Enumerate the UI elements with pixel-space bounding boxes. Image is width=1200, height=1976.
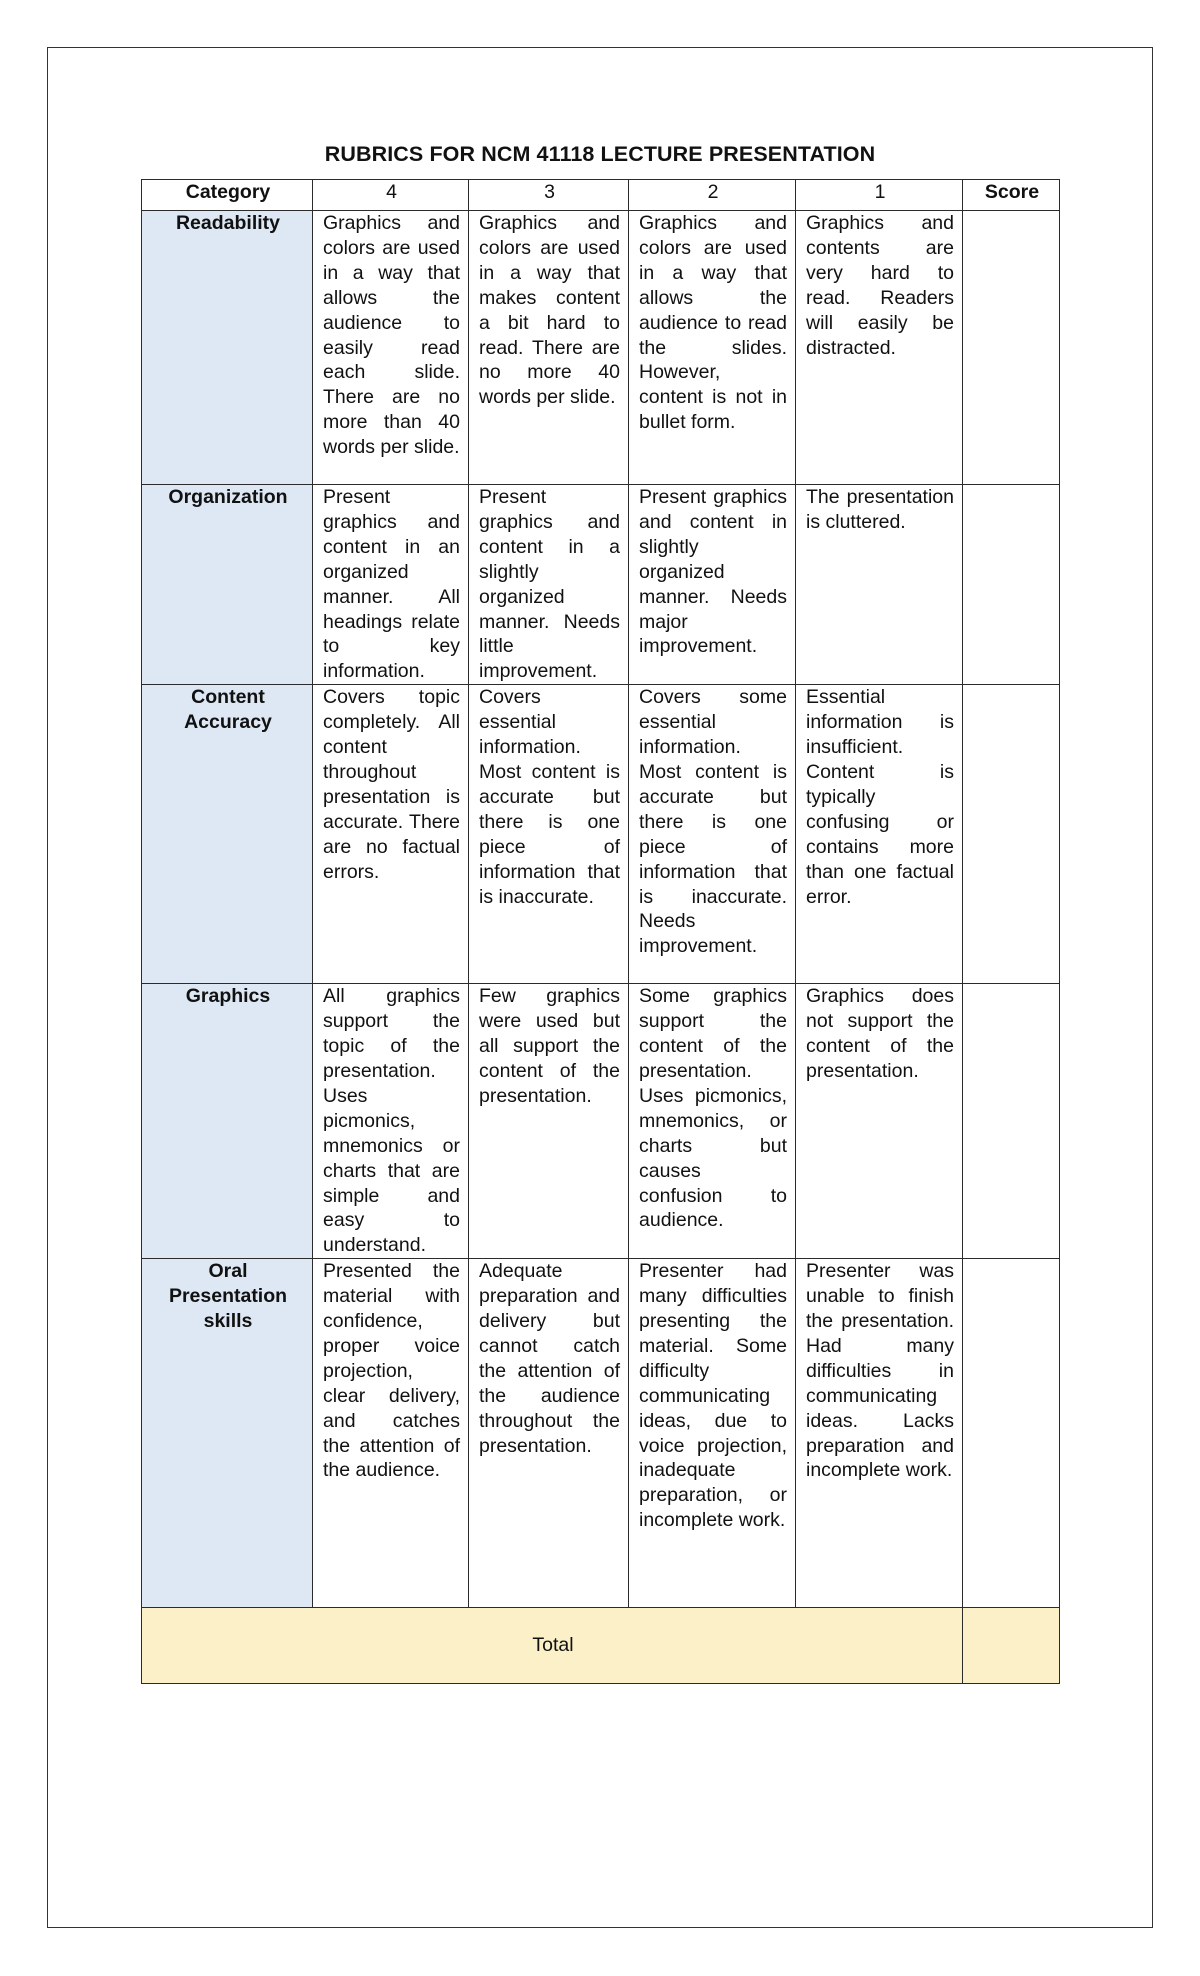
cell-graphics-4: All graphics support the topic of the presentation. Uses picmonics, mnemonics or charts that are simple and easy to understand. <box>313 984 469 1259</box>
header-category: Category <box>142 180 313 211</box>
cell-oral-presentation-1: Presenter was unable to finish the presentation. Had many difficulties in communicating ideas. Lacks preparation and incomplete work. <box>796 1259 963 1608</box>
table-row <box>142 984 1060 1259</box>
cell-content-accuracy-4: Covers topic completely. All content throughout presentation is accurate. There are no factual errors. <box>313 685 469 984</box>
category-organization: Organization <box>142 485 313 685</box>
cell-content-accuracy-3: Covers essential information. Most content is accurate but there is one piece of information that is inaccurate. <box>469 685 629 984</box>
score-cell-graphics <box>963 984 1060 1259</box>
cell-graphics-3: Few graphics were used but all support the content of the presentation. <box>469 984 629 1259</box>
category-content-accuracy: Content Accuracy <box>142 685 313 984</box>
header-level-4: 4 <box>313 180 469 211</box>
cell-readability-1: Graphics and contents are very hard to read. Readers will easily be distracted. <box>796 211 963 485</box>
cell-graphics-1: Graphics does not support the content of the presentation. <box>796 984 963 1259</box>
table-row <box>142 485 1060 685</box>
header-row <box>142 180 1060 211</box>
cell-oral-presentation-3: Adequate preparation and delivery but cannot catch the attention of the audience throughout the presentation. <box>469 1259 629 1608</box>
cell-content-accuracy-1: Essential information is insufficient. Content is typically confusing or contains more than one factual error. <box>796 685 963 984</box>
header-level-3: 3 <box>469 180 629 211</box>
total-row <box>142 1608 1060 1684</box>
cell-oral-presentation-2: Presenter had many difficulties presenting the material. Some difficulty communicating ideas, due to voice projection, inadequate preparation, or incomplete work. <box>629 1259 796 1608</box>
table-row <box>142 211 1060 485</box>
header-level-2: 2 <box>629 180 796 211</box>
score-cell-readability <box>963 211 1060 485</box>
category-readability: Readability <box>142 211 313 485</box>
score-cell-content-accuracy <box>963 685 1060 984</box>
cell-readability-4: Graphics and colors are used in a way that allows the audience to easily read each slide. There are no more than 40 words per slide. <box>313 211 469 485</box>
cell-oral-presentation-4: Presented the material with confidence, proper voice projection, clear delivery, and catches the attention of the audience. <box>313 1259 469 1608</box>
category-oral-presentation-skills: Oral Presentation skills <box>142 1259 313 1608</box>
total-score-cell <box>963 1608 1060 1684</box>
score-cell-oral-presentation <box>963 1259 1060 1608</box>
header-level-1: 1 <box>796 180 963 211</box>
total-label: Total <box>142 1608 963 1684</box>
cell-organization-1: The presentation is cluttered. <box>796 485 963 685</box>
score-cell-organization <box>963 485 1060 685</box>
category-graphics: Graphics <box>142 984 313 1259</box>
header-score: Score <box>963 180 1060 211</box>
cell-content-accuracy-2: Covers some essential information. Most content is accurate but there is one piece of information that is inaccurate. Needs improvement. <box>629 685 796 984</box>
cell-organization-4: Present graphics and content in an organized manner. All headings relate to key information. <box>313 485 469 685</box>
cell-organization-2: Present graphics and content in slightly organized manner. Needs major improvement. <box>629 485 796 685</box>
cell-readability-2: Graphics and colors are used in a way that allows the audience to read the slides. However, content is not in bullet form. <box>629 211 796 485</box>
document-title: RUBRICS FOR NCM 41118 LECTURE PRESENTATION <box>324 142 876 166</box>
table-row <box>142 685 1060 984</box>
rubric-table <box>141 179 1060 1684</box>
cell-readability-3: Graphics and colors are used in a way that makes content a bit hard to read. There are no more 40 words per slide. <box>469 211 629 485</box>
cell-organization-3: Present graphics and content in a slightly organized manner. Needs little improvement. <box>469 485 629 685</box>
cell-graphics-2: Some graphics support the content of the presentation. Uses picmonics, mnemonics, or charts but causes confusion to audience. <box>629 984 796 1259</box>
table-row <box>142 1259 1060 1608</box>
